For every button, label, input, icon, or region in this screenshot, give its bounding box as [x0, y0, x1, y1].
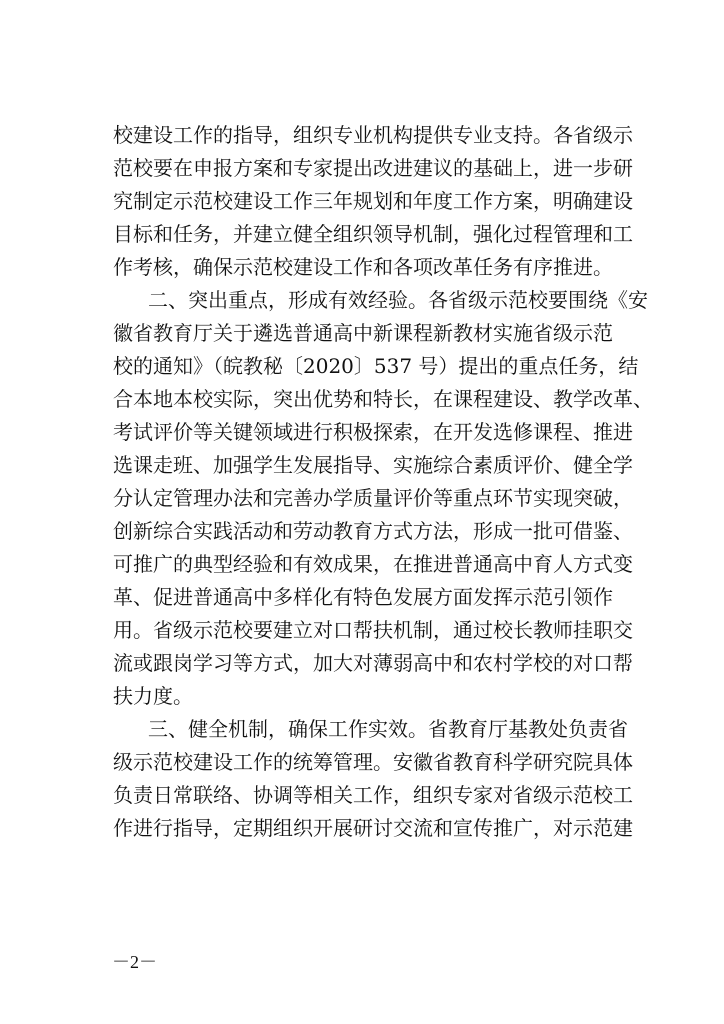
body-text-line: 扶力度。: [113, 684, 193, 708]
page-number: －2－: [112, 952, 157, 972]
body-text-line: 校建设工作的指导，组织专业机构提供专业支持。各省级示: [113, 123, 633, 147]
body-text-line: 负责日常联络、协调等相关工作，组织专家对省级示范校工: [113, 783, 633, 807]
body-text-line: 合本地本校实际，突出优势和特长，在课程建设、教学改革、: [113, 387, 653, 411]
body-text-line: 考试评价等关键领域进行积极探索，在开发选修课程、推进: [113, 420, 633, 444]
body-text-line: 作进行指导，定期组织开展研讨交流和宣传推广，对示范建: [113, 816, 633, 840]
body-text-line: 徽省教育厅关于遴选普通高中新课程新教材实施省级示范: [113, 321, 613, 345]
body-text-line: 用。省级示范校要建立对口帮扶机制，通过校长教师挂职交: [113, 618, 633, 642]
body-text-line: 究制定示范校建设工作三年规划和年度工作方案，明确建设: [113, 189, 633, 213]
body-text-line: 流或跟岗学习等方式，加大对薄弱高中和农村学校的对口帮: [113, 651, 633, 675]
body-text-line: 作考核，确保示范校建设工作和各项改革任务有序推进。: [113, 255, 613, 279]
body-text-line: 可推广的典型经验和有效成果，在推进普通高中育人方式变: [113, 552, 633, 576]
body-text-line: 分认定管理办法和完善办学质量评价等重点环节实现突破，: [113, 486, 633, 510]
body-text-line: 范校要在申报方案和专家提出改进建议的基础上，进一步研: [113, 156, 633, 180]
body-text-line: 校的通知》（皖教秘〔2020〕537 号）提出的重点任务，结: [113, 354, 639, 378]
body-text-line: 目标和任务，并建立健全组织领导机制，强化过程管理和工: [113, 222, 633, 246]
body-text-line: 创新综合实践活动和劳动教育方式方法，形成一批可借鉴、: [113, 519, 633, 543]
paragraph-heading-line: 三、健全机制，确保工作实效。省教育厅基教处负责省: [148, 717, 628, 741]
body-text-line: 选课走班、加强学生发展指导、实施综合素质评价、健全学: [113, 453, 633, 477]
body-text-line: 革、促进普通高中多样化有特色发展方面发挥示范引领作: [113, 585, 613, 609]
body-text-line: 级示范校建设工作的统筹管理。安徽省教育科学研究院具体: [113, 750, 633, 774]
paragraph-heading-line: 二、突出重点，形成有效经验。各省级示范校要围绕《安: [148, 288, 648, 312]
